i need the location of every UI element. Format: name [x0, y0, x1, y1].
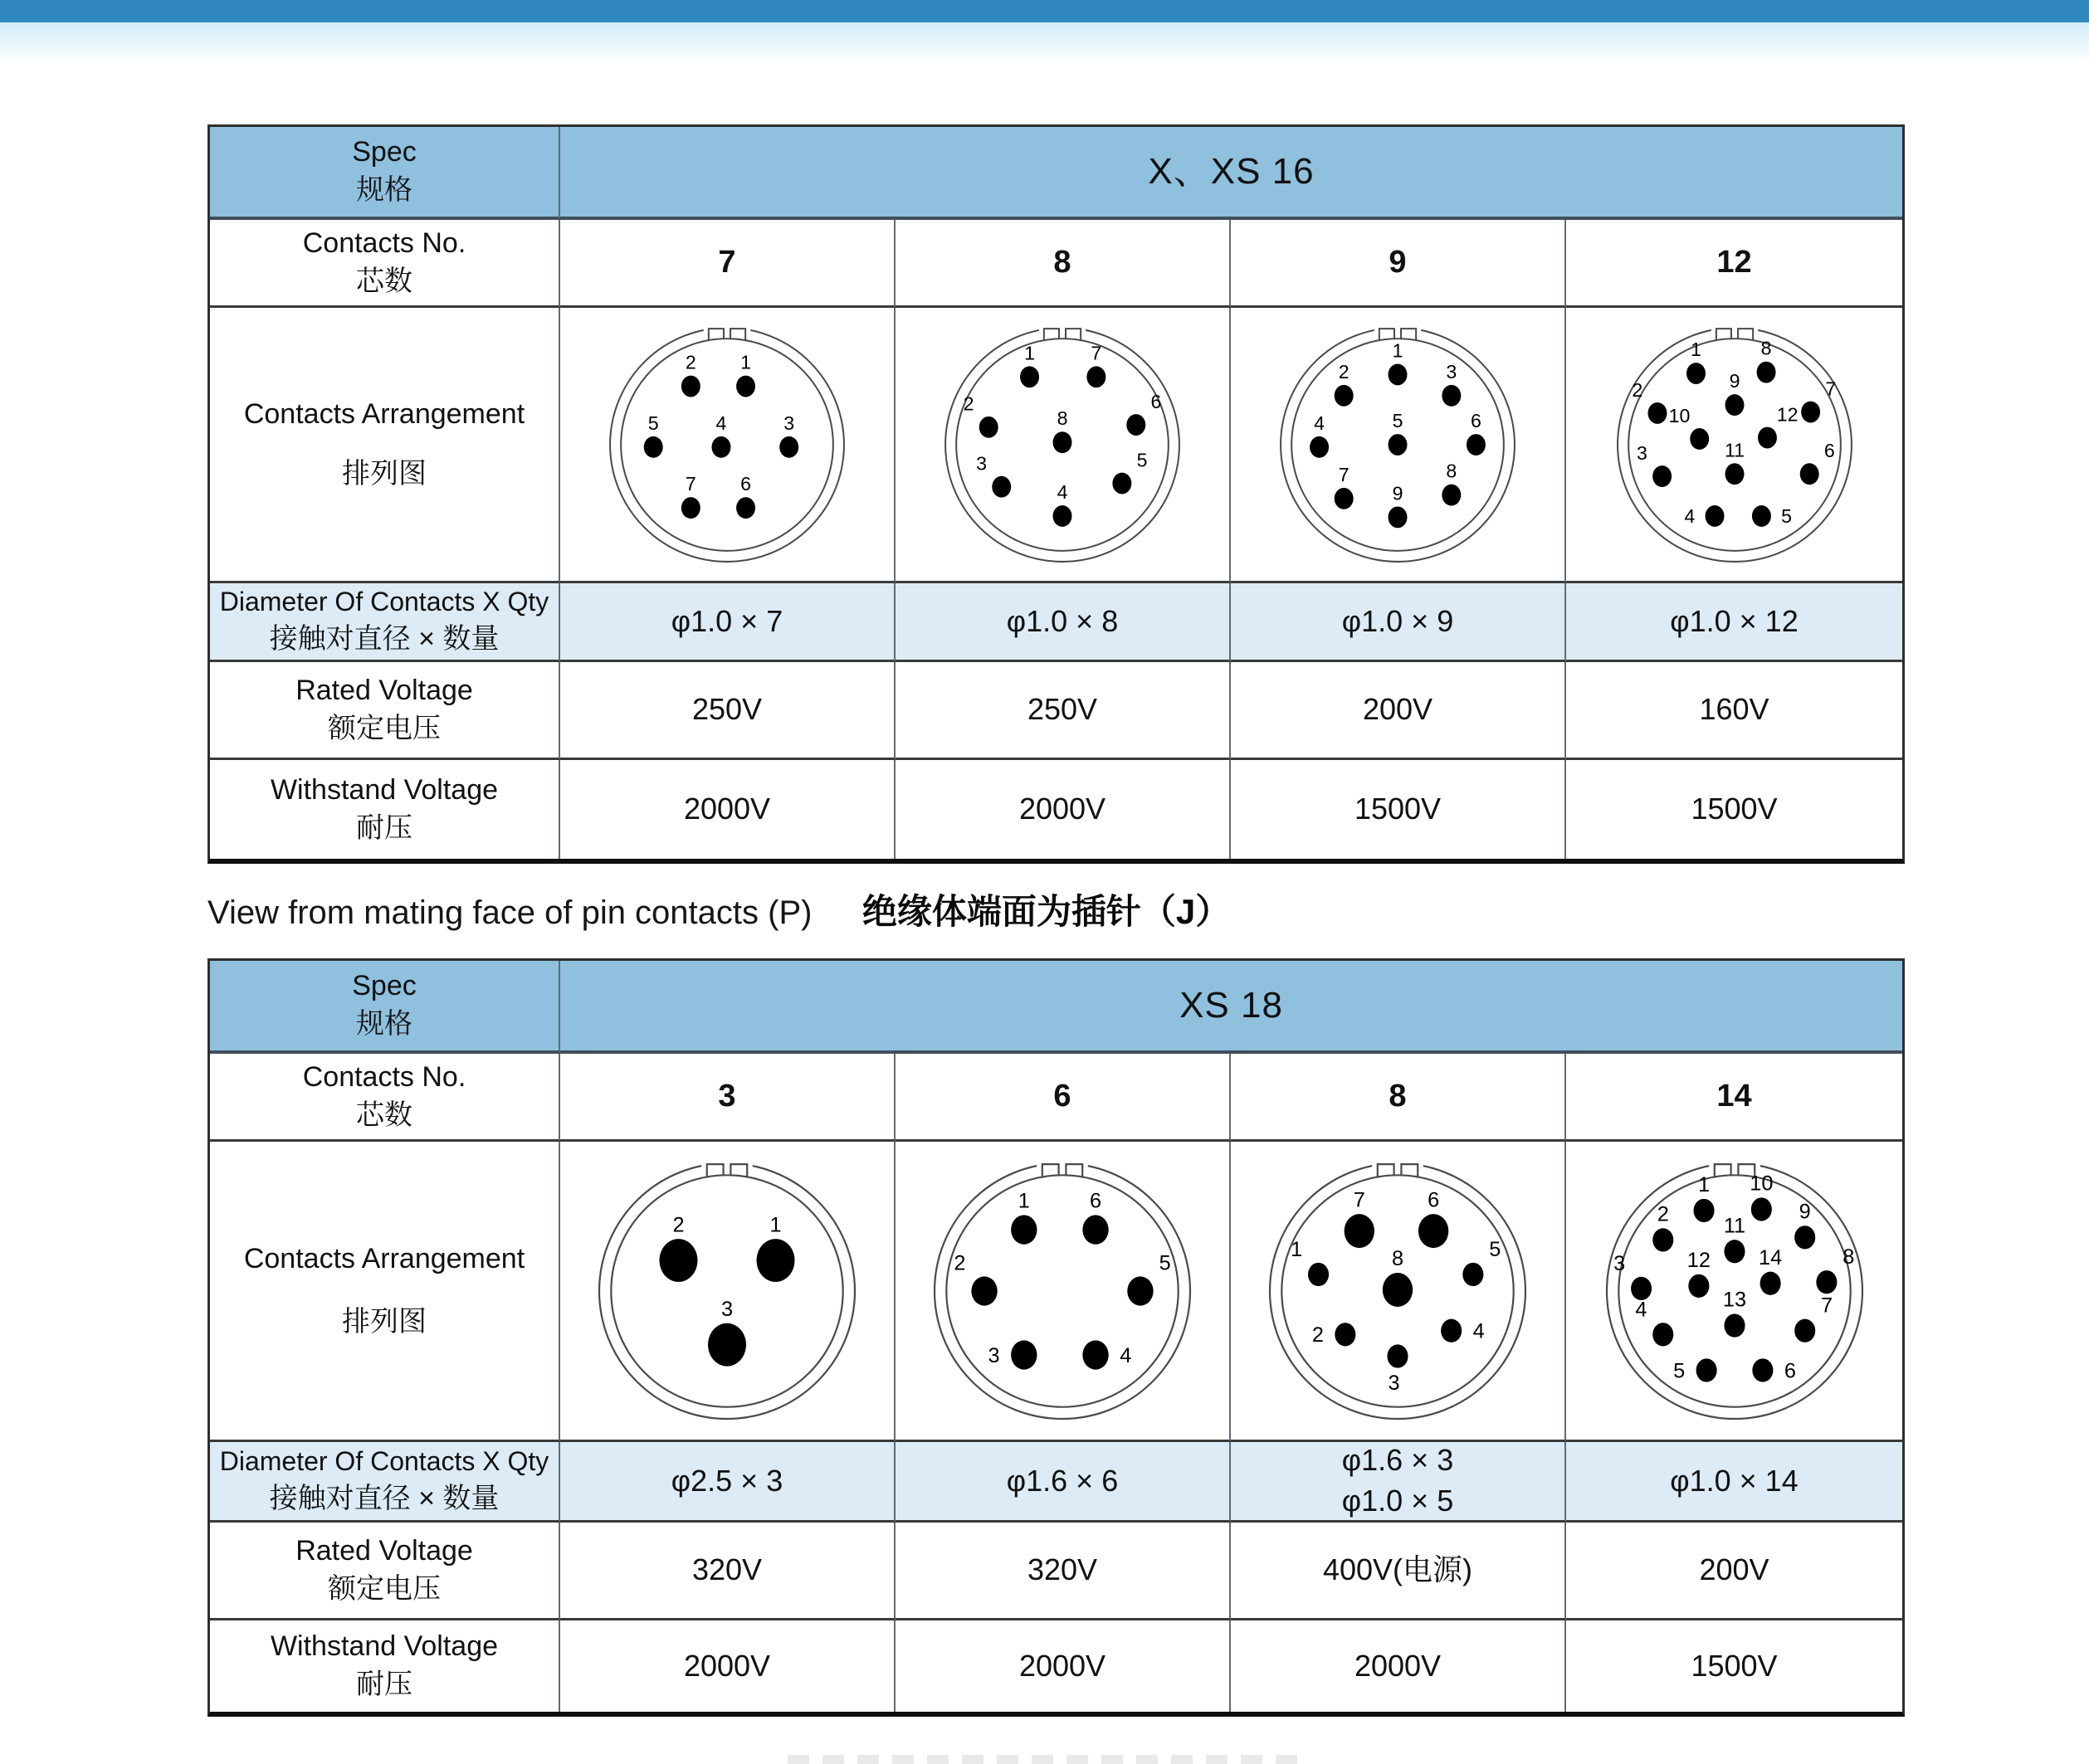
arrangement-label-en: Contacts Arrangement	[243, 1242, 525, 1274]
svg-text:7: 7	[1338, 463, 1350, 485]
rated-label-en: Rated Voltage	[295, 674, 473, 706]
page-top-fade	[0, 22, 2089, 64]
rated-voltage-label	[210, 1523, 560, 1620]
diameter-value: φ2.5 × 3	[560, 1442, 896, 1523]
withstand-voltage-value: 2000V	[1231, 1620, 1566, 1712]
connector-cell	[560, 308, 896, 583]
svg-text:13: 13	[1722, 1288, 1746, 1312]
withstand-voltage-value: 1500V	[1691, 792, 1778, 826]
diameter-value: φ1.0 × 12	[1566, 583, 1902, 662]
withstand-voltage-value: 2000V	[896, 1620, 1231, 1712]
connector-diagram-8pin-mixed	[1261, 1154, 1535, 1428]
withstand-voltage-value: 2000V	[560, 760, 896, 859]
svg-text:2: 2	[963, 392, 974, 415]
connector-cell	[896, 308, 1231, 583]
withstand-label-zh: 耐压	[356, 811, 412, 844]
svg-text:5: 5	[1136, 448, 1148, 470]
svg-text:5: 5	[647, 412, 659, 434]
svg-text:3: 3	[1388, 1371, 1400, 1395]
svg-text:1: 1	[769, 1212, 782, 1236]
svg-text:6: 6	[740, 472, 751, 495]
contacts-no-label-en: Contacts No.	[302, 1060, 466, 1093]
withstand-voltage-value: 2000V	[560, 1620, 896, 1712]
svg-text:4: 4	[1120, 1343, 1132, 1367]
svg-text:5: 5	[1489, 1237, 1501, 1261]
svg-text:12: 12	[1686, 1248, 1711, 1272]
connector-cell	[1566, 308, 1902, 583]
withstand-voltage-label	[210, 1620, 560, 1712]
diameter-label	[210, 1442, 560, 1523]
withstand-voltage-value: 2000V	[896, 760, 1231, 859]
svg-text:5: 5	[1392, 409, 1403, 431]
svg-text:9: 9	[1799, 1199, 1811, 1223]
svg-text:5: 5	[1780, 504, 1792, 527]
svg-text:7: 7	[1824, 377, 1836, 399]
diameter-label-zh: 接触对直径 × 数量	[269, 622, 500, 655]
spec-header-value: X、XS 16	[560, 127, 1902, 220]
connector-cell	[560, 1142, 896, 1442]
spec-label-en: Spec	[352, 970, 417, 1002]
svg-text:1: 1	[1690, 338, 1701, 360]
svg-text:2: 2	[1657, 1201, 1669, 1226]
diameter-value: φ1.0 × 14	[1566, 1442, 1902, 1523]
contacts-no-label-zh: 芯数	[356, 265, 412, 297]
svg-text:3: 3	[783, 412, 795, 434]
contacts-no-value: 8	[896, 220, 1231, 308]
connector-diagram-12pin	[1609, 319, 1860, 570]
diameter-label-zh: 接触对直径 × 数量	[269, 1482, 500, 1514]
svg-text:11: 11	[1724, 438, 1745, 460]
svg-text:2: 2	[1631, 378, 1642, 401]
svg-text:2: 2	[954, 1251, 966, 1275]
rated-label-zh: 额定电压	[328, 712, 441, 744]
arrangement-label-zh: 排列图	[342, 457, 427, 490]
arrangement-label-en: Contacts Arrangement	[243, 397, 525, 430]
connector-diagram-3pin	[590, 1154, 864, 1428]
caption-en: View from mating face of pin contacts (P)	[207, 894, 813, 931]
diameter-value: φ1.0 × 8	[896, 583, 1231, 662]
withstand-label-en: Withstand Voltage	[270, 773, 499, 806]
contacts-no-value: 8	[1231, 1054, 1566, 1142]
withstand-label-en: Withstand Voltage	[270, 1630, 499, 1663]
svg-text:1: 1	[1697, 1172, 1710, 1196]
contacts-no-value: 9	[1231, 220, 1566, 308]
rated-voltage-value: 320V	[896, 1523, 1231, 1620]
contacts-no-label	[210, 1054, 560, 1142]
connector-cell	[1231, 308, 1566, 583]
rated-voltage-value: 250V	[560, 662, 896, 760]
svg-text:3: 3	[1446, 360, 1457, 383]
rated-voltage-value: 400V(电源)	[1231, 1523, 1566, 1620]
spec-header-value: XS 18	[560, 961, 1902, 1054]
svg-text:8: 8	[1057, 407, 1068, 429]
contacts-no-value: 6	[896, 1054, 1231, 1142]
arrangement-label-zh: 排列图	[342, 1305, 427, 1338]
connector-cell	[1231, 1142, 1566, 1442]
withstand-voltage-value: 1500V	[1691, 1648, 1778, 1683]
contacts-no-value: 7	[560, 220, 896, 308]
diameter-label-en: Diameter Of Contacts X Qty	[219, 587, 549, 617]
svg-text:4: 4	[1683, 504, 1695, 527]
spec-label-zh: 规格	[356, 1008, 412, 1040]
svg-text:8: 8	[1391, 1246, 1404, 1270]
spec-label-en: Spec	[352, 136, 417, 168]
connector-cell	[1566, 1142, 1902, 1442]
svg-text:10: 10	[1749, 1172, 1773, 1196]
rated-voltage-value: 320V	[560, 1523, 896, 1620]
rated-voltage-value: 160V	[1566, 662, 1902, 760]
connector-diagram-7pin	[602, 319, 852, 570]
svg-text:2: 2	[1311, 1323, 1324, 1347]
svg-text:3: 3	[1613, 1251, 1625, 1275]
svg-text:5: 5	[1159, 1251, 1171, 1275]
spec-table-xs18	[207, 958, 1905, 1717]
connector-cell	[896, 1142, 1231, 1442]
svg-text:4: 4	[1472, 1319, 1485, 1343]
svg-text:1: 1	[740, 351, 751, 373]
svg-text:2: 2	[672, 1212, 685, 1236]
spec-label-zh: 规格	[356, 174, 412, 206]
svg-text:12: 12	[1776, 402, 1798, 425]
contacts-no-value: 14	[1566, 1054, 1902, 1142]
svg-text:1: 1	[1024, 341, 1035, 363]
withstand-label-zh: 耐压	[356, 1669, 412, 1700]
diameter-label-en: Diameter Of Contacts X Qty	[219, 1446, 549, 1477]
withstand-voltage-value: 1500V	[1231, 760, 1566, 859]
svg-text:6: 6	[1784, 1358, 1796, 1382]
svg-text:1: 1	[1291, 1237, 1303, 1261]
svg-text:6: 6	[1823, 439, 1835, 461]
svg-text:7: 7	[1353, 1187, 1365, 1211]
svg-text:3: 3	[988, 1343, 1000, 1367]
svg-text:3: 3	[1636, 441, 1647, 464]
rated-voltage-value: 250V	[896, 662, 1231, 760]
svg-text:8: 8	[1760, 337, 1771, 359]
diameter-value: φ1.6 × 6	[896, 1442, 1231, 1523]
svg-text:2: 2	[685, 351, 696, 373]
svg-text:6: 6	[1428, 1187, 1440, 1211]
spec-header-label	[210, 127, 560, 220]
rated-voltage-label	[210, 662, 560, 760]
svg-text:1: 1	[1392, 339, 1403, 361]
svg-text:7: 7	[1820, 1294, 1833, 1318]
contacts-no-label-zh: 芯数	[356, 1099, 412, 1131]
contacts-no-value: 3	[560, 1054, 896, 1142]
contacts-no-value: 12	[1566, 220, 1902, 308]
svg-text:5: 5	[1672, 1358, 1685, 1382]
arrangement-label	[210, 1142, 560, 1442]
spec-header-label	[210, 961, 560, 1054]
diameter-label	[210, 583, 560, 662]
connector-diagram-14pin	[1598, 1154, 1872, 1428]
svg-text:2: 2	[1338, 360, 1350, 383]
svg-text:7: 7	[685, 472, 696, 495]
svg-text:3: 3	[976, 452, 987, 475]
rated-voltage-value: 200V	[1566, 1523, 1902, 1620]
caption-zh: 绝缘体端面为插针（J）	[861, 892, 1231, 931]
svg-text:8: 8	[1446, 460, 1457, 482]
svg-text:1: 1	[1018, 1189, 1030, 1213]
withstand-voltage-label	[210, 760, 560, 859]
svg-text:4: 4	[1314, 412, 1325, 434]
rated-label-zh: 额定电压	[328, 1572, 441, 1605]
svg-text:14: 14	[1758, 1245, 1782, 1269]
connector-diagram-8pin	[937, 319, 1188, 570]
svg-text:7: 7	[1091, 341, 1102, 363]
svg-text:4: 4	[715, 412, 727, 434]
svg-text:4: 4	[1057, 480, 1068, 503]
contacts-no-label	[210, 220, 560, 308]
svg-text:11: 11	[1723, 1213, 1745, 1237]
svg-text:8: 8	[1842, 1245, 1854, 1269]
connector-diagram-9pin	[1272, 319, 1523, 570]
page-top-bar	[0, 0, 2089, 22]
svg-text:3: 3	[720, 1297, 734, 1321]
rated-voltage-value: 200V	[1231, 662, 1566, 760]
arrangement-label	[210, 308, 560, 583]
diameter-value: φ1.0 × 7	[560, 583, 896, 662]
spec-table-x-xs16	[207, 124, 1905, 864]
clipped-bottom-text	[788, 1755, 1302, 1764]
svg-text:6: 6	[1150, 390, 1162, 412]
connector-diagram-6pin	[925, 1154, 1199, 1428]
svg-text:6: 6	[1470, 409, 1481, 431]
diameter-value: φ1.0 × 9	[1231, 583, 1566, 662]
svg-text:6: 6	[1090, 1189, 1102, 1213]
svg-text:9: 9	[1729, 369, 1740, 392]
rated-label-en: Rated Voltage	[295, 1534, 473, 1567]
svg-text:10: 10	[1668, 404, 1690, 426]
svg-text:9: 9	[1392, 481, 1403, 504]
contacts-no-label-en: Contacts No.	[302, 227, 466, 259]
section-caption	[207, 884, 1230, 934]
diameter-value: φ1.6 × 3 φ1.0 × 5	[1231, 1442, 1566, 1523]
svg-text:4: 4	[1634, 1297, 1647, 1321]
